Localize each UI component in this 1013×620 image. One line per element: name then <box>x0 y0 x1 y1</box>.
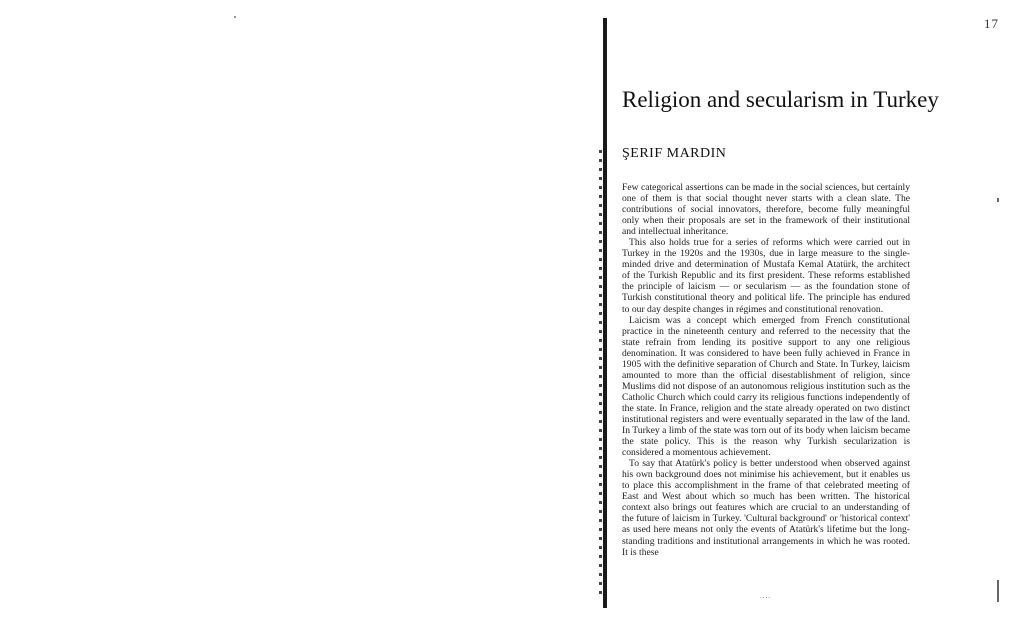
chapter-body <box>622 182 910 558</box>
scan-speck <box>234 16 236 18</box>
author-name: ŞERIF MARDIN <box>622 146 727 161</box>
paragraph-4: To say that Atatürk's policy is better understood when observed against his own background does not minimise his achievement, but it enables us to place this accomplishment in the frame of that celebrated meeting of East and West about which so much has been written. The historical context also brings out features which are crucial to an understanding of the future of laicism in Turkey. 'Cultural background' or 'historical context' as used here means not only the events of Atatürk's lifetime but the long-standing traditions and institutional arrangements in which he was rooted. It is these <box>622 458 910 558</box>
paragraph-1: Few categorical assertions can be made in the social sciences, but certainly one of them is that social thought never starts with a clean slate. The contributions of social innovators, therefore, become fully meaningful only when their proposals are set in the framework of their institutional and intellectual inheritance. <box>622 182 910 238</box>
page-number: 17 <box>984 16 999 31</box>
book-spine-shadow <box>603 18 607 608</box>
paragraph-3: Laicism was a concept which emerged from French constitutional practice in the nineteenth century and referred to the necessity that the state refrain from lending its positive support to any one religious denomination. It was considered to have been fully achieved in France in 1905 with the definitive separation of Church and State. In Turkey, laicism amounted to more than the official disestablishment of religion, since Muslims did not dispose of an autonomous religious institution such as the Catholic Church which could carry its religious functions independently of the state. In France, religion and the state already operated on two distinct institutional registers and were eventually separated in the law of the land. In Turkey a limb of the state was torn out of its body when laicism became the state policy. This is the reason why Turkish secularization is considered a momentous achievement. <box>622 314 910 459</box>
edge-mark-bottom <box>997 580 999 602</box>
chapter-title: Religion and secularism in Turkey <box>622 87 939 112</box>
paragraph-2: This also holds true for a series of reforms which were carried out in Turkey in the 1920s and the 1930s, due in large measure to the single-minded drive and determination of Mustafa Kemal Atatürk, the architect of the Turkish Republic and its first president. These reforms established the principle of laicism — or secularism — as the foundation stone of Turkish constitutional theory and political life. The principle has endured to our day despite changes in régimes and constitutional renovation. <box>622 237 910 315</box>
spine-edge-artifact <box>599 150 602 600</box>
edge-mark-top <box>997 198 999 202</box>
footer-mark: .... <box>760 592 771 600</box>
